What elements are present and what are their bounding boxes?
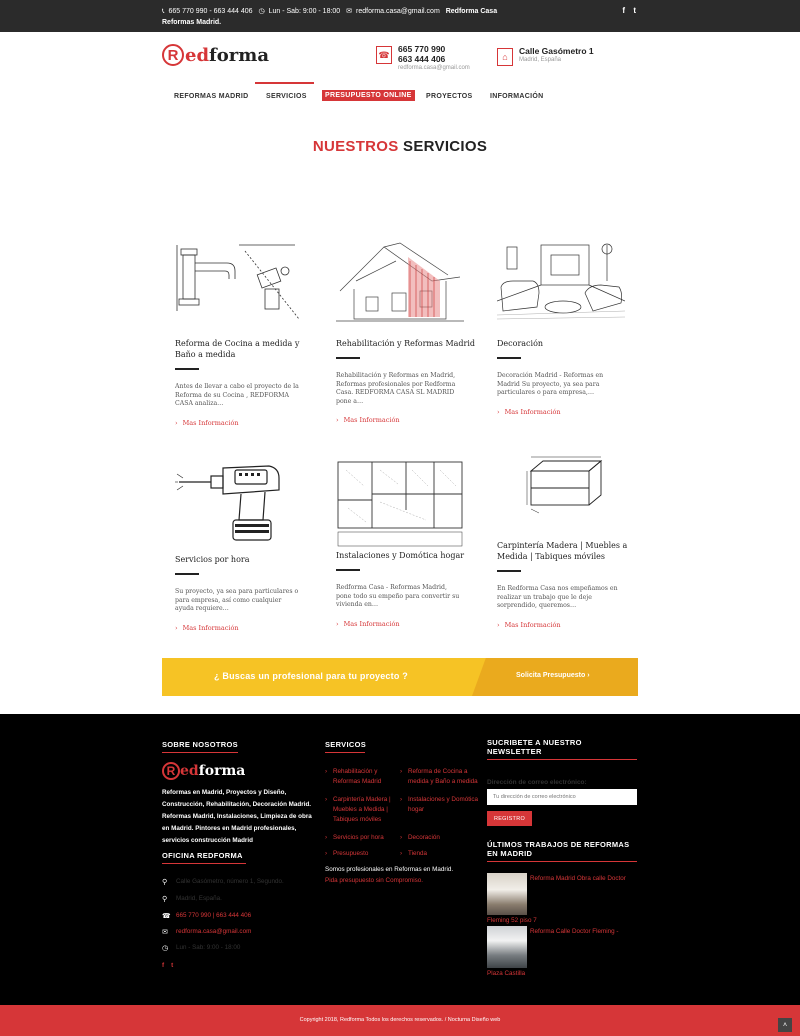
newsletter-label: Dirección de correo electrónico: bbox=[487, 779, 587, 786]
service-card-rehabilitacion bbox=[336, 241, 476, 424]
service-text: Su proyecto, ya sea para particulares o para empresa, así como cualquier ayuda requiere… bbox=[175, 588, 299, 613]
more-info-link[interactable] bbox=[175, 419, 315, 427]
service-title[interactable]: Carpintería Madera | Muebles a Medida | Tabiques móviles bbox=[497, 541, 628, 561]
service-text: En Redforma Casa nos empeñamos en realizar un trabajo que le deje sorprendido, queremos… bbox=[497, 585, 618, 610]
facebook-icon[interactable]: f bbox=[622, 6, 626, 15]
footer-office-heading: OFICINA REDFORMA bbox=[162, 851, 246, 864]
chevron-right-icon: › bbox=[175, 418, 178, 427]
top-bar bbox=[0, 0, 800, 32]
chevron-right-icon: › bbox=[336, 416, 339, 425]
nav-reformas-madrid[interactable]: REFORMAS MADRID bbox=[174, 93, 249, 100]
chevron-right-icon: › bbox=[325, 834, 328, 841]
footer-logo-ring: R bbox=[162, 762, 180, 780]
footer-service-link[interactable] bbox=[400, 849, 480, 859]
chevron-right-icon: › bbox=[400, 850, 403, 857]
copyright-bar bbox=[0, 1005, 800, 1036]
chevron-right-icon: › bbox=[336, 619, 339, 628]
nav-proyectos[interactable]: PROYECTOS bbox=[426, 93, 473, 100]
more-info-label: Mas Información bbox=[504, 407, 561, 416]
top-brand-line: Redforma Casa Reformas Madrid. bbox=[162, 8, 498, 26]
chevron-right-icon: › bbox=[175, 623, 178, 632]
footer-services-note-1: Somos profesionales en Reformas en Madrid. bbox=[325, 866, 454, 873]
home-icon: ⌂ bbox=[497, 48, 513, 66]
service-card-servicios-hora bbox=[175, 460, 315, 632]
nav-informacion[interactable]: INFORMACIÓN bbox=[490, 93, 544, 100]
footer-about-text: Reformas en Madrid, Proyectos y Diseño, Construcción, Rehabilitación, Decoración Madrid. Reformas Madrid, Instalaciones, Limpieza de obra en Madrid. Pintores en Madrid profesionales, servicios construcción Madrid bbox=[162, 789, 312, 844]
footer-about-heading: SOBRE NOSOTROS bbox=[162, 740, 238, 753]
service-text: Antes de llevar a cabo el proyecto de la Reforma de su Cocina , REDFORMA CASA analiza… bbox=[175, 383, 299, 408]
footer-service-label: Tienda bbox=[408, 850, 428, 857]
phone-icon: 📞︎ bbox=[162, 8, 165, 15]
nav-active-indicator bbox=[255, 82, 314, 84]
chevron-up-icon[interactable]: ˄ bbox=[778, 1018, 792, 1032]
service-text: Decoración Madrid - Reformas en Madrid Su proyecto, ya sea para particulares o para empresa,… bbox=[497, 372, 604, 397]
header-address-block bbox=[497, 46, 594, 66]
newsletter-register-button[interactable]: REGISTRO bbox=[487, 811, 532, 826]
footer-service-label: Decoración bbox=[408, 834, 440, 841]
office-address: Calle Gasómetro, número 1, Segundo. bbox=[176, 878, 284, 885]
service-card-decoracion bbox=[497, 241, 637, 416]
map-pin-icon: ⚲ bbox=[162, 896, 168, 903]
office-email[interactable]: redforma.casa@gmail.com bbox=[176, 928, 252, 935]
cta-question: ¿ Buscas un profesional para tu proyecto ? bbox=[214, 671, 408, 681]
service-text: Rehabilitación y Reformas en Madrid, Reformas profesionales por Redforma Casa. REDFORMA CASA SL MADRID pone a… bbox=[336, 372, 456, 405]
logo-ring: R bbox=[162, 44, 184, 66]
more-info-link[interactable] bbox=[336, 416, 476, 424]
footer-service-link[interactable] bbox=[325, 767, 405, 787]
office-hours: Lun - Sab: 9:00 - 18:00 bbox=[176, 944, 241, 951]
chevron-right-icon: › bbox=[587, 672, 590, 679]
chevron-right-icon: › bbox=[325, 850, 328, 857]
more-info-label: Mas Información bbox=[343, 619, 400, 628]
more-info-label: Mas Información bbox=[343, 416, 400, 425]
chevron-right-icon: › bbox=[400, 796, 403, 803]
work-link-line2[interactable]: Plaza Castilla bbox=[487, 970, 526, 977]
facebook-icon[interactable]: f bbox=[162, 962, 165, 969]
nav-servicios[interactable]: SERVICIOS bbox=[266, 93, 307, 100]
header-address: Calle Gasómetro 1 bbox=[519, 46, 594, 56]
header-city: Madrid, España bbox=[519, 57, 562, 63]
chevron-right-icon: › bbox=[497, 407, 500, 416]
header-phone-2[interactable]: 663 444 406 bbox=[398, 54, 446, 64]
footer-services-note bbox=[325, 864, 465, 886]
header-phone-1[interactable]: 665 770 990 bbox=[398, 44, 446, 54]
footer-newsletter-heading: SUCRIBETE A NUESTRO NEWSLETTER bbox=[487, 738, 637, 760]
clock-icon: ◷ bbox=[162, 945, 169, 952]
work-link-line1[interactable]: Reforma Madrid Obra calle Doctor bbox=[530, 875, 626, 882]
service-title[interactable]: Rehabilitación y Reformas Madrid bbox=[336, 339, 476, 348]
more-info-link[interactable] bbox=[497, 621, 637, 629]
house-drawing-image[interactable] bbox=[336, 241, 464, 323]
twitter-icon[interactable]: t bbox=[171, 962, 174, 969]
more-info-link[interactable] bbox=[175, 624, 315, 632]
footer-services-heading: SERVICOS bbox=[325, 740, 365, 753]
footer-service-label: Presupuesto bbox=[333, 850, 369, 857]
top-bar-info bbox=[162, 6, 522, 28]
footer-service-link[interactable] bbox=[400, 833, 480, 843]
title-underline bbox=[497, 357, 521, 359]
newsletter-email-input[interactable] bbox=[487, 789, 637, 805]
nav-presupuesto-online[interactable]: PRESUPUESTO ONLINE bbox=[322, 90, 415, 101]
work-thumbnail[interactable] bbox=[487, 926, 527, 968]
chevron-right-icon: › bbox=[400, 768, 403, 775]
title-underline bbox=[336, 357, 360, 359]
footer-service-label: Instalaciones y Domótica hogar bbox=[408, 796, 478, 813]
clock-icon: ◷ bbox=[258, 8, 265, 15]
office-address-row bbox=[162, 878, 284, 886]
section-title bbox=[0, 138, 800, 155]
chevron-right-icon: › bbox=[497, 620, 500, 629]
service-text: Redforma Casa - Reformas Madrid, pone todo su empeño para convertir su vivienda en… bbox=[336, 584, 460, 609]
more-info-link[interactable] bbox=[497, 408, 637, 416]
top-social bbox=[616, 6, 636, 15]
top-hours: Lun - Sab: 9:00 - 18:00 bbox=[268, 8, 341, 15]
service-title[interactable]: Reforma de Cocina a medida y Baño a medida bbox=[175, 339, 300, 359]
service-title[interactable]: Servicios por hora bbox=[175, 555, 250, 564]
title-underline bbox=[175, 573, 199, 575]
chevron-right-icon: › bbox=[325, 796, 328, 803]
office-email-row bbox=[162, 928, 251, 936]
footer-service-label: Rehabilitación y Reformas Madrid bbox=[333, 768, 382, 785]
work-link-line2[interactable]: Fleming 52 piso 7 bbox=[487, 917, 537, 924]
chevron-right-icon: › bbox=[325, 768, 328, 775]
footer bbox=[0, 714, 800, 1005]
footer-logo-white: forma bbox=[198, 763, 246, 779]
office-city-row bbox=[162, 895, 222, 903]
footer-service-link[interactable] bbox=[400, 767, 480, 787]
floor-plan-image[interactable] bbox=[336, 460, 464, 542]
twitter-icon[interactable]: t bbox=[633, 6, 636, 15]
mail-icon: ✉ bbox=[346, 8, 353, 15]
living-room-sketch-image[interactable] bbox=[497, 241, 625, 323]
cta-banner bbox=[162, 658, 638, 696]
logo-text-dark: forma bbox=[209, 44, 269, 66]
footer-service-link[interactable] bbox=[325, 833, 405, 843]
title-underline bbox=[497, 570, 521, 572]
footer-social bbox=[162, 962, 173, 969]
work-link-line1[interactable]: Reforma Calle Doctor Fleming - bbox=[530, 928, 619, 935]
footer-logo[interactable] bbox=[162, 762, 245, 780]
footer-service-link[interactable] bbox=[325, 795, 405, 825]
phone-icon: ☎ bbox=[162, 913, 171, 920]
top-email[interactable]: redforma.casa@gmail.com bbox=[356, 8, 440, 15]
service-title[interactable]: Instalaciones y Domótica hogar bbox=[336, 551, 465, 560]
service-title[interactable]: Decoración bbox=[497, 339, 544, 348]
footer-service-label: Carpintería Madera | Muebles a Medida | Tabiques móviles bbox=[333, 796, 391, 823]
phone-icon: ☎ bbox=[376, 46, 392, 64]
more-info-link[interactable] bbox=[336, 620, 476, 628]
footer-service-label: Servicios por hora bbox=[333, 834, 384, 841]
footer-works-heading: ÚLTIMOS TRABAJOS DE REFORMAS EN MADRID bbox=[487, 840, 637, 862]
footer-logo-red: ed bbox=[180, 763, 199, 779]
footer-services-note-2[interactable]: Pida presupuesto sin Compromiso. bbox=[325, 877, 423, 884]
section-title-dark: SERVICIOS bbox=[403, 138, 488, 155]
site-logo[interactable] bbox=[162, 44, 269, 66]
more-info-label: Mas Información bbox=[182, 623, 239, 632]
faucet-drawing-image[interactable] bbox=[175, 241, 303, 323]
chevron-right-icon: › bbox=[400, 834, 403, 841]
more-info-label: Mas Información bbox=[182, 418, 239, 427]
header-email[interactable]: redforma.casa@gmail.com bbox=[398, 65, 470, 71]
title-underline bbox=[336, 569, 360, 571]
footer-service-link[interactable] bbox=[400, 795, 480, 815]
cta-request-quote-button[interactable] bbox=[516, 672, 590, 679]
footer-service-label: Reforma de Cocina a medida y Baño a medida bbox=[408, 768, 478, 785]
office-phone-row bbox=[162, 912, 251, 920]
title-underline bbox=[175, 368, 199, 370]
work-thumbnail[interactable] bbox=[487, 873, 527, 915]
service-card-instalaciones bbox=[336, 460, 476, 628]
service-card-carpinteria bbox=[497, 453, 637, 629]
top-phones: 665 770 990 - 663 444 406 bbox=[168, 8, 253, 15]
cta-button-label: Solicita Presupuesto bbox=[516, 672, 586, 679]
logo-text-red: ed bbox=[185, 44, 210, 66]
map-pin-icon: ⚲ bbox=[162, 879, 168, 886]
drill-drawing-image[interactable] bbox=[175, 460, 303, 542]
copyright-text: Copyright 2018, Redforma Todos los derechos reservados. / Nocturna Diseño web bbox=[299, 1017, 501, 1023]
header-phone-block bbox=[376, 44, 470, 73]
mail-icon: ✉ bbox=[162, 929, 168, 936]
office-hours-row bbox=[162, 944, 240, 952]
office-phones[interactable]: 665 770 990 | 663 444 406 bbox=[176, 912, 252, 919]
service-card-cocina bbox=[175, 241, 315, 427]
office-city: Madrid, España. bbox=[176, 895, 222, 902]
cabinet-drawing-image[interactable] bbox=[497, 453, 625, 517]
more-info-label: Mas Información bbox=[504, 620, 561, 629]
section-title-red: NUESTROS bbox=[312, 138, 399, 155]
footer-service-link[interactable] bbox=[325, 849, 405, 859]
